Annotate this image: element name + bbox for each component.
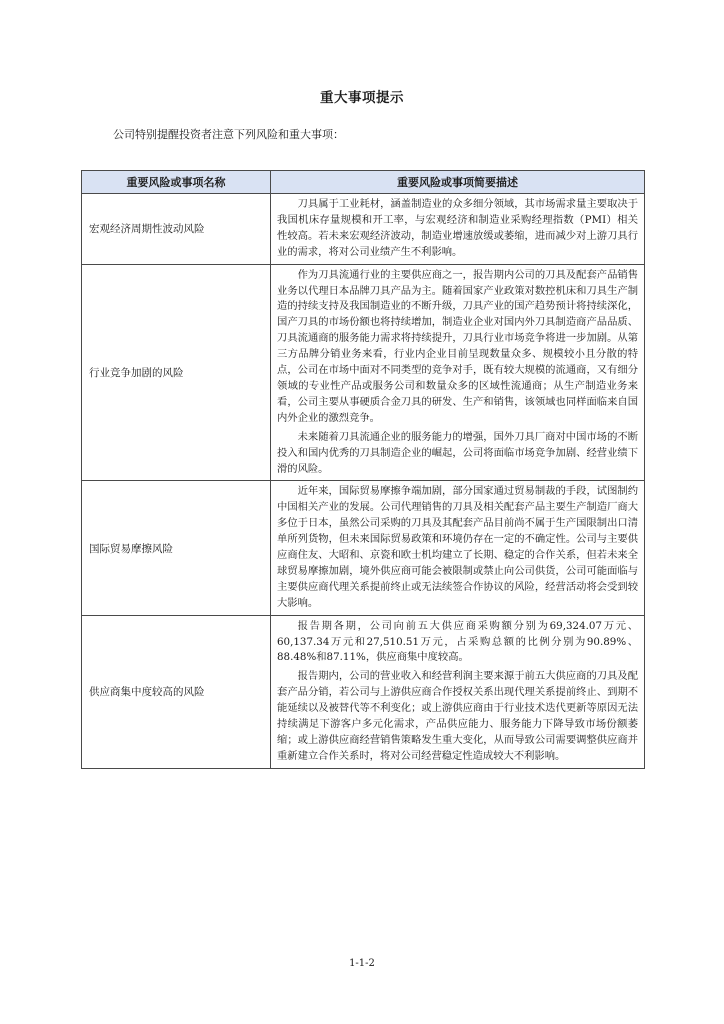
description-paragraph: 未来随着刀具流通企业的服务能力的增强，国外刀具厂商对中国市场的不断投入和国内优秀的刀具制造企业的崛起，公司将面临市场竞争加剧、经营业绩下滑的风险。 (277, 430, 638, 475)
risk-name-competition: 行业竞争加剧的风险 (82, 264, 271, 481)
description-paragraph: 刀具属于工业耗材，涵盖制造业的众多细分领域，其市场需求量主要取决于我国机床存量规模和开工率，与宏观经济和制造业采购经理指数（PMI）相关性较高。若未来宏观经济波动，制造业增速放缓或萎缩，进而减少对上游刀具行业的需求，将对公司业绩产生不利影响。 (277, 198, 638, 258)
column-header-name: 重要风险或事项名称 (82, 171, 271, 194)
risk-table (81, 170, 645, 769)
description-paragraph: 近年来，国际贸易摩擦争端加剧，部分国家通过贸易制裁的手段，试图制约中国相关产业的发展。公司代理销售的刀具及相关配套产品主要生产制造厂商大多位于日本，虽然公司采购的刀具及其配套产品目前尚不属于生产国限制出口清单所列货物，但未来国际贸易政策和环境仍存在一定的不确定性。公司与主要供应商住友、大昭和、京瓷和欧士机均建立了长期、稳定的合作关系，但若未来全球贸易摩擦加剧，境外供应商可能会被限制或禁止向公司供货，公司可能面临与主要供应商代理关系提前终止或无法续签合作协议的风险，经营活动将会受到较大影响。 (277, 485, 638, 609)
intro-text: 公司特别提醒投资者注意下列风险和重大事项： (113, 128, 344, 141)
risk-description (271, 194, 645, 265)
table-row (82, 615, 645, 768)
risk-name-supplier-concentration: 供应商集中度较高的风险 (82, 615, 271, 768)
risk-description (271, 264, 645, 481)
description-paragraph: 报告期内，公司的营业收入和经营利润主要来源于前五大供应商的刀具及配套产品分销，若公司与上游供应商合作授权关系出现代理关系提前终止、到期不能延续以及被替代等不利变化；或上游供应商由于行业技术迭代更新等原因无法持续满足下游客户多元化需求，产品供应能力、服务能力下降导致市场份额萎缩；或上游供应商经营销售策略发生重大变化，从而导致公司需要调整供应商并重新建立合作关系时，将对公司经营稳定性造成较大不利影响。 (277, 670, 638, 762)
table-header-row (82, 171, 645, 194)
description-paragraph: 报告期各期，公司向前五大供应商采购额分别为69,324.07万元、60,137.34万元和27,510.51万元，占采购总额的比例分别为90.89%、88.48%和87.11%，供应商集中度较高。 (277, 619, 638, 664)
column-header-description: 重要风险或事项简要描述 (271, 171, 645, 194)
table-row (82, 194, 645, 265)
description-paragraph: 作为刀具流通行业的主要供应商之一，报告期内公司的刀具及配套产品销售业务以代理日本品牌刀具产品为主。随着国家产业政策对数控机床和刀具生产制造的持续支持及我国制造业的不断升级，刀具产业的国产趋势预计将持续深化，国产刀具的市场份额也将持续增加，制造业企业对国内外刀具制造商产品品质、刀具流通商的服务能力需求将持续提升，刀具行业市场竞争将进一步加剧。从第三方品牌分销业务来看，行业内企业目前呈现数量众多、规模较小且分散的特点，公司在市场中面对不同类型的竞争对手，既有较大规模的流通商，又有细分领域的专业性产品或服务公司和数量众多的区域性流通商；从生产制造业务来看，公司主要从事硬质合金刀具的研发、生产和销售，该领域也同样面临来自国内外企业的激烈竞争。 (277, 268, 638, 424)
risk-name-trade-friction: 国际贸易摩擦风险 (82, 481, 271, 615)
table-row (82, 264, 645, 481)
risk-description (271, 615, 645, 768)
page-title: 重大事项提示 (320, 90, 404, 106)
risk-name-macro-cycle: 宏观经济周期性波动风险 (82, 194, 271, 265)
table-row (82, 481, 645, 615)
page-number: 1-1-2 (349, 958, 375, 969)
risk-description (271, 481, 645, 615)
